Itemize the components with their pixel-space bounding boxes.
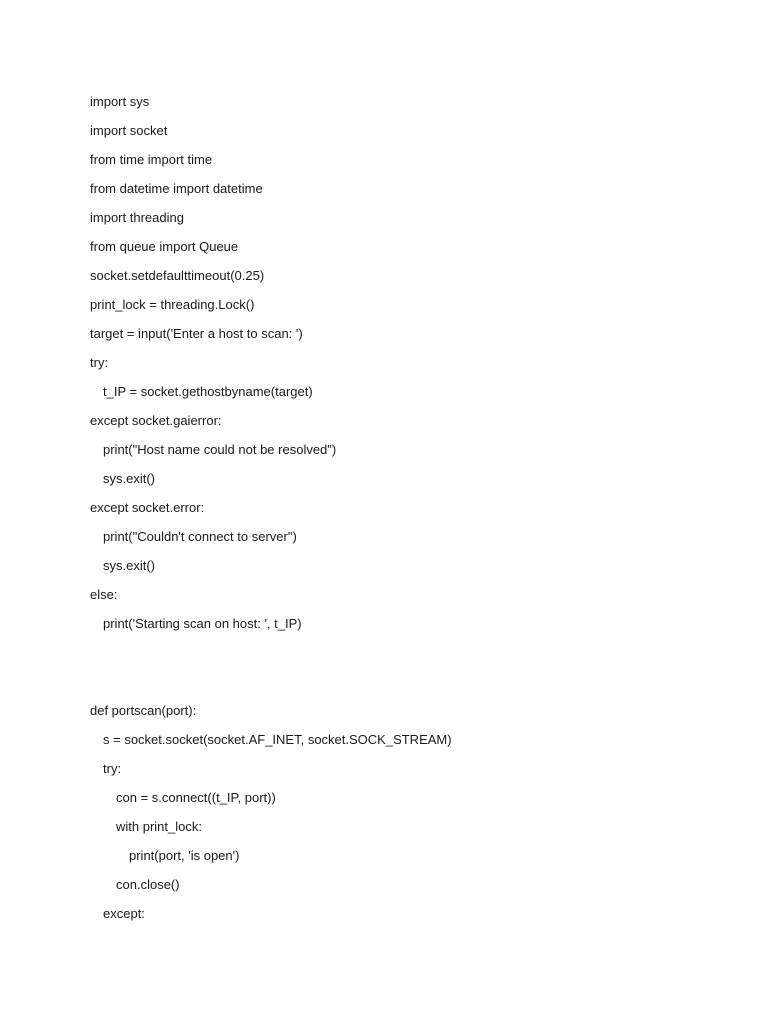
code-listing xyxy=(90,92,750,933)
code-line: import sys xyxy=(90,94,150,109)
code-line: target = input('Enter a host to scan: ') xyxy=(90,326,303,341)
blank-line xyxy=(90,643,750,672)
code-line: t_IP = socket.gethostbyname(target) xyxy=(103,384,313,399)
code-line: try: xyxy=(90,355,109,370)
code-line: except: xyxy=(103,906,145,921)
code-line: con = s.connect((t_IP, port)) xyxy=(116,790,276,805)
code-line: from queue import Queue xyxy=(90,239,239,254)
code-line: import socket xyxy=(90,123,168,138)
code-line: with print_lock: xyxy=(116,819,202,834)
code-line: socket.setdefaulttimeout(0.25) xyxy=(90,268,265,283)
blank-line xyxy=(90,672,750,701)
code-line: sys.exit() xyxy=(103,558,155,573)
code-line: print("Host name could not be resolved") xyxy=(103,442,337,457)
code-line: print("Couldn't connect to server") xyxy=(103,529,297,544)
code-line: sys.exit() xyxy=(103,471,155,486)
code-line: import threading xyxy=(90,210,184,225)
code-line: print(port, 'is open') xyxy=(129,848,240,863)
code-line: con.close() xyxy=(116,877,180,892)
code-line: from time import time xyxy=(90,152,213,167)
code-line: else: xyxy=(90,587,118,602)
code-line: from datetime import datetime xyxy=(90,181,263,196)
code-line: print('Starting scan on host: ', t_IP) xyxy=(103,616,302,631)
code-line: s = socket.socket(socket.AF_INET, socket.SOCK_STREAM) xyxy=(103,732,452,747)
code-line: print_lock = threading.Lock() xyxy=(90,297,255,312)
code-line: except socket.gaierror: xyxy=(90,413,222,428)
code-line: except socket.error: xyxy=(90,500,205,515)
code-line: try: xyxy=(103,761,122,776)
code-line: def portscan(port): xyxy=(90,703,197,718)
